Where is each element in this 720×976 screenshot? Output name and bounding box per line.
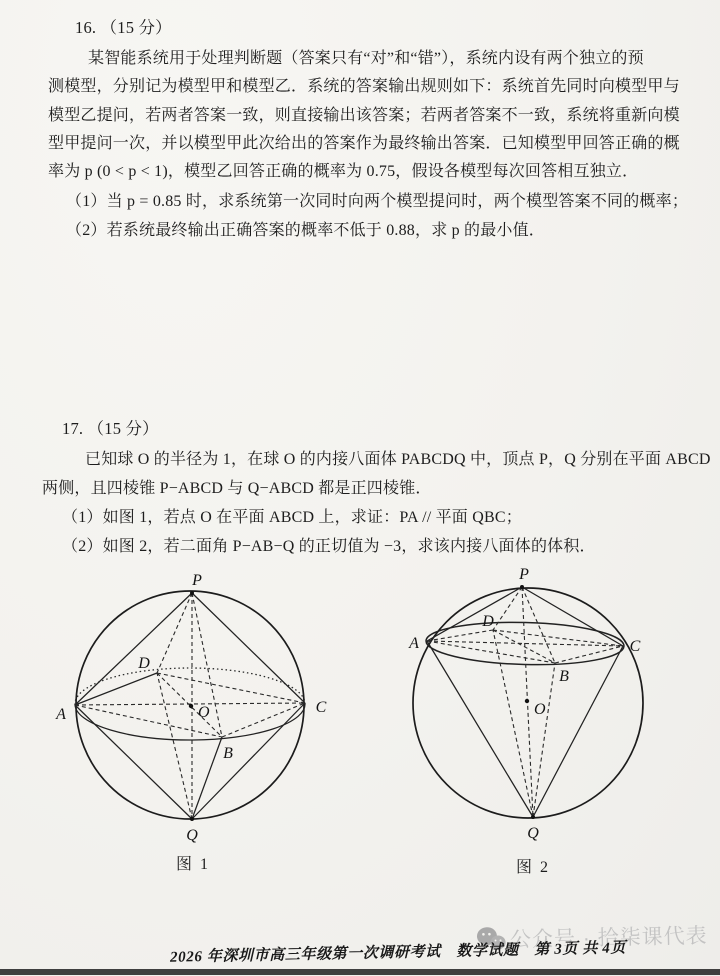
edge-PB: [522, 587, 555, 663]
figure-1-diagram: [28, 572, 358, 852]
page-footer: 2026 年深圳市高三年级第一次调研考试 数学试题 第 3页 共 4页: [169, 940, 627, 966]
vertex-P-dot: [520, 585, 524, 589]
edge-PA: [75, 593, 192, 705]
vertex-label-C: C: [629, 638, 641, 655]
vertex-P-dot: [190, 591, 194, 595]
q17-header: 17. （15 分）: [62, 419, 159, 438]
q17-item-1: （1）如图 1，若点 O 在平面 ABCD 上，求证：PA // 平面 QBC；: [62, 509, 522, 526]
center-O-dot: [189, 704, 193, 708]
equator-front-arc: [75, 703, 305, 740]
edge-QC: [533, 646, 623, 817]
q17-item-2: （2）如图 2，若二面角 P−AB−Q 的正切值为 −3，求该内接八面体的体积．: [62, 538, 596, 555]
figure-2-caption: 图 2: [515, 859, 550, 876]
vertex-label-P: P: [192, 572, 202, 589]
center-label-O: O: [534, 701, 546, 718]
vertex-label-Q: Q: [527, 825, 539, 842]
center-O-dot: [525, 699, 529, 703]
q16-text-line: 率为 p (0 < p < 1)，模型乙回答正确的概率为 0.75，假设各模型每次回答相互独立．: [48, 163, 639, 180]
q16-text-line: 型甲提问一次，并以模型甲此次给出的答案作为最终输出答案．已知模型甲回答正确的概: [48, 135, 680, 152]
q16-item-1: （1）当 p = 0.85 时，求系统第一次同时向两个模型提问时，两个模型答案不同的概率；: [66, 193, 689, 210]
fig2-edges-solid: [427, 587, 623, 817]
figure-1-caption: 图 1: [175, 856, 210, 873]
equator-back-arc: [75, 668, 305, 705]
edge-QA: [427, 641, 533, 817]
vertex-label-C: C: [315, 699, 327, 716]
fig1-points: [189, 591, 194, 821]
fig2-labels: [408, 568, 641, 842]
edge-PD: [493, 587, 522, 630]
figure-2-svg: [372, 568, 692, 853]
q16-header: 16. （15 分）: [75, 18, 172, 37]
figure-1-svg: [28, 572, 358, 852]
q16-text-line: 某智能系统用于处理判断题（答案只有“对”和“错”），系统内设有两个独立的预: [88, 50, 644, 67]
vertex-label-D: D: [482, 613, 494, 630]
q16-text-line: 测模型，分别记为模型甲和模型乙．系统的答案输出规则如下：系统首先同时向模型甲与: [48, 78, 680, 95]
figure-2-diagram: [372, 568, 692, 853]
q16-item-2: （2）若系统最终输出正确答案的概率不低于 0.88，求 p 的最小值．: [66, 222, 546, 239]
q16-text-line: 模型乙提问，若两者答案一致，则直接输出该答案；若两者答案不一致，系统将重新向模: [48, 107, 680, 124]
q17-text-line: 已知球 O 的半径为 1，在球 O 的内接八面体 PABCDQ 中，顶点 P，Q 分别在平面 ABCD: [85, 451, 711, 468]
edge-PA: [427, 587, 522, 641]
edge-AD: [75, 673, 157, 705]
vertex-Q-dot: [190, 817, 194, 821]
vertex-label-A: A: [56, 706, 66, 723]
vertex-Q-dot: [531, 815, 535, 819]
edge-QB: [533, 663, 555, 817]
edge-QB: [192, 737, 222, 819]
watermark-text: 公众号 · 拾柒课代表: [509, 924, 708, 952]
vertex-label-A: A: [409, 635, 419, 652]
edge-PD: [157, 593, 192, 673]
vertex-label-Q: Q: [186, 827, 198, 844]
edge-QD: [157, 673, 192, 819]
edge-PC: [522, 587, 623, 646]
center-label-O: O: [198, 704, 210, 721]
edge-DC: [157, 673, 305, 703]
vertex-label-D: D: [138, 655, 150, 672]
vertex-label-B: B: [223, 745, 233, 762]
fig2-sphere: [413, 588, 643, 818]
q17-text-line: 两侧，且四棱锥 P−ABCD 与 Q−ABCD 都是正四棱锥．: [42, 480, 432, 497]
edge-QA: [75, 705, 192, 819]
vertex-label-P: P: [519, 568, 529, 583]
fig2-points: [520, 585, 535, 819]
scan-edge-bar: [0, 969, 720, 975]
vertex-label-B: B: [559, 668, 569, 685]
